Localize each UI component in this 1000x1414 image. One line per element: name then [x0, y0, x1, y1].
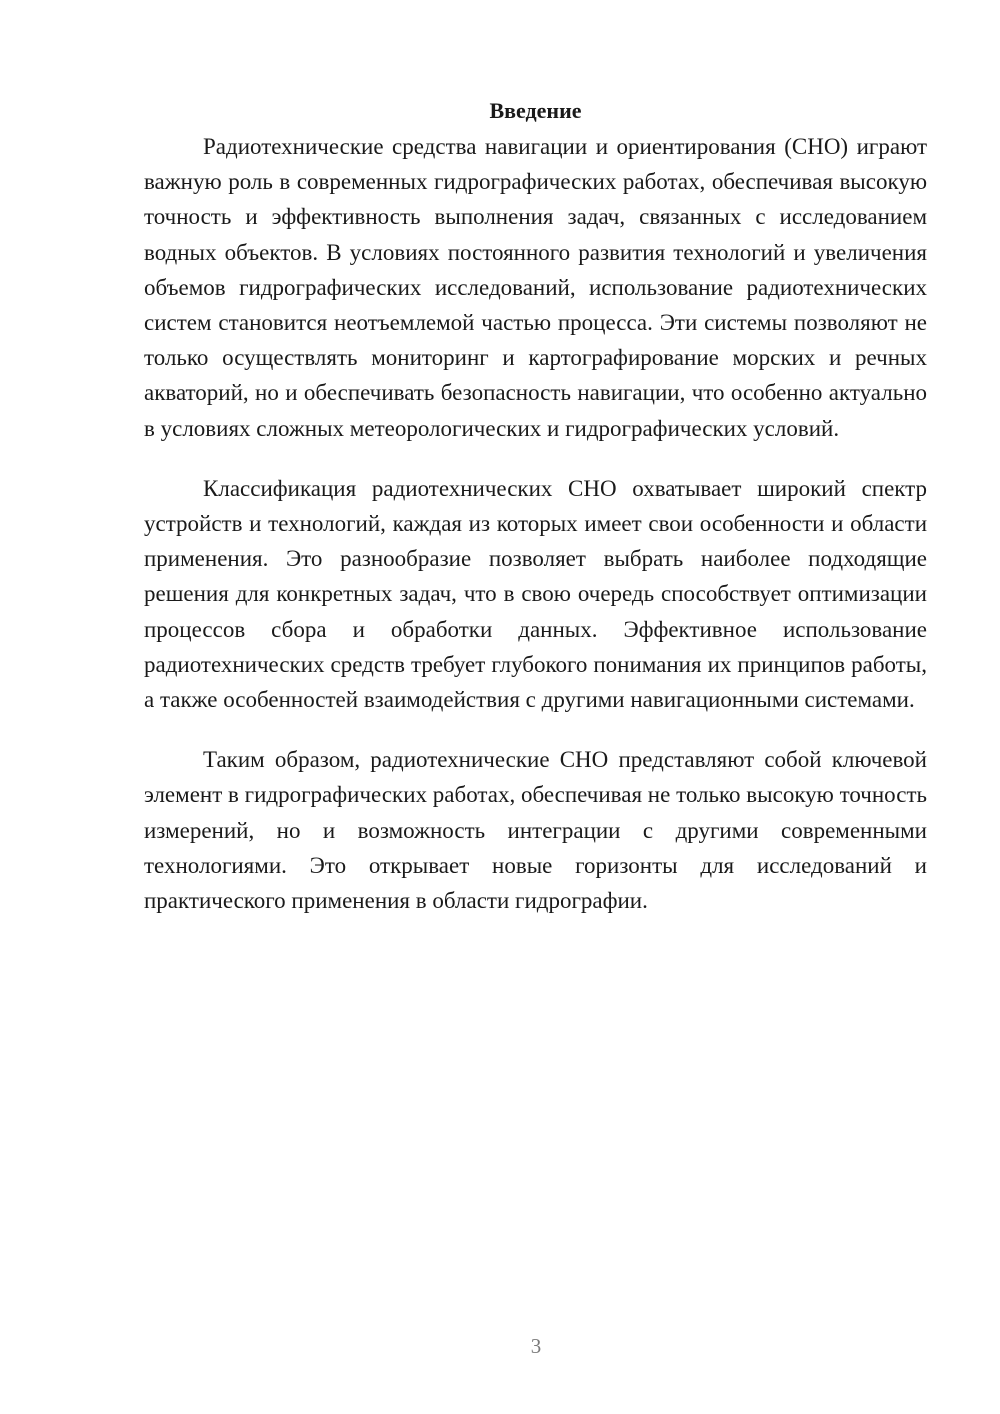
paragraph-2: Классификация радиотехнических СНО охватывает широкий спектр устройств и технологий, каждая из которых имеет свои особенности и области применения. Это разнообразие позволяет выбрать наиболее подходящие решения для конкретных задач, что в свою очередь способствует оптимизации процессов сбора и обработки данных. Эффективное использование радиотехнических средств требует глубокого понимания их принципов работы, а также особенностей взаимодействия с другими навигационными системами.	[144, 475, 927, 713]
page-number: 3	[530, 1334, 542, 1358]
page-body	[144, 96, 927, 918]
paragraph-1: Радиотехнические средства навигации и ориентирования (СНО) играют важную роль в современных гидрографических работах, обеспечивая высокую точность и эффективность выполнения задач, связанных с исследованием водных объектов. В условиях постоянного развития технологий и увеличения объемов гидрографических исследований, использование радиотехнических систем становится неотъемлемой частью процесса. Эти системы позволяют не только осуществлять мониторинг и картографирование морских и речных акваторий, но и обеспечивать безопасность навигации, что особенно актуально в условиях сложных метеорологических и гидрографических условий.	[144, 134, 927, 441]
section-title: Введение	[489, 98, 582, 123]
paragraph-3: Таким образом, радиотехнические СНО представляют собой ключевой элемент в гидрографических работах, обеспечивая не только высокую точность измерений, но и возможность интеграции с другими современными технологиями. Это открывает новые горизонты для исследований и практического применения в области гидрографии.	[144, 747, 927, 914]
